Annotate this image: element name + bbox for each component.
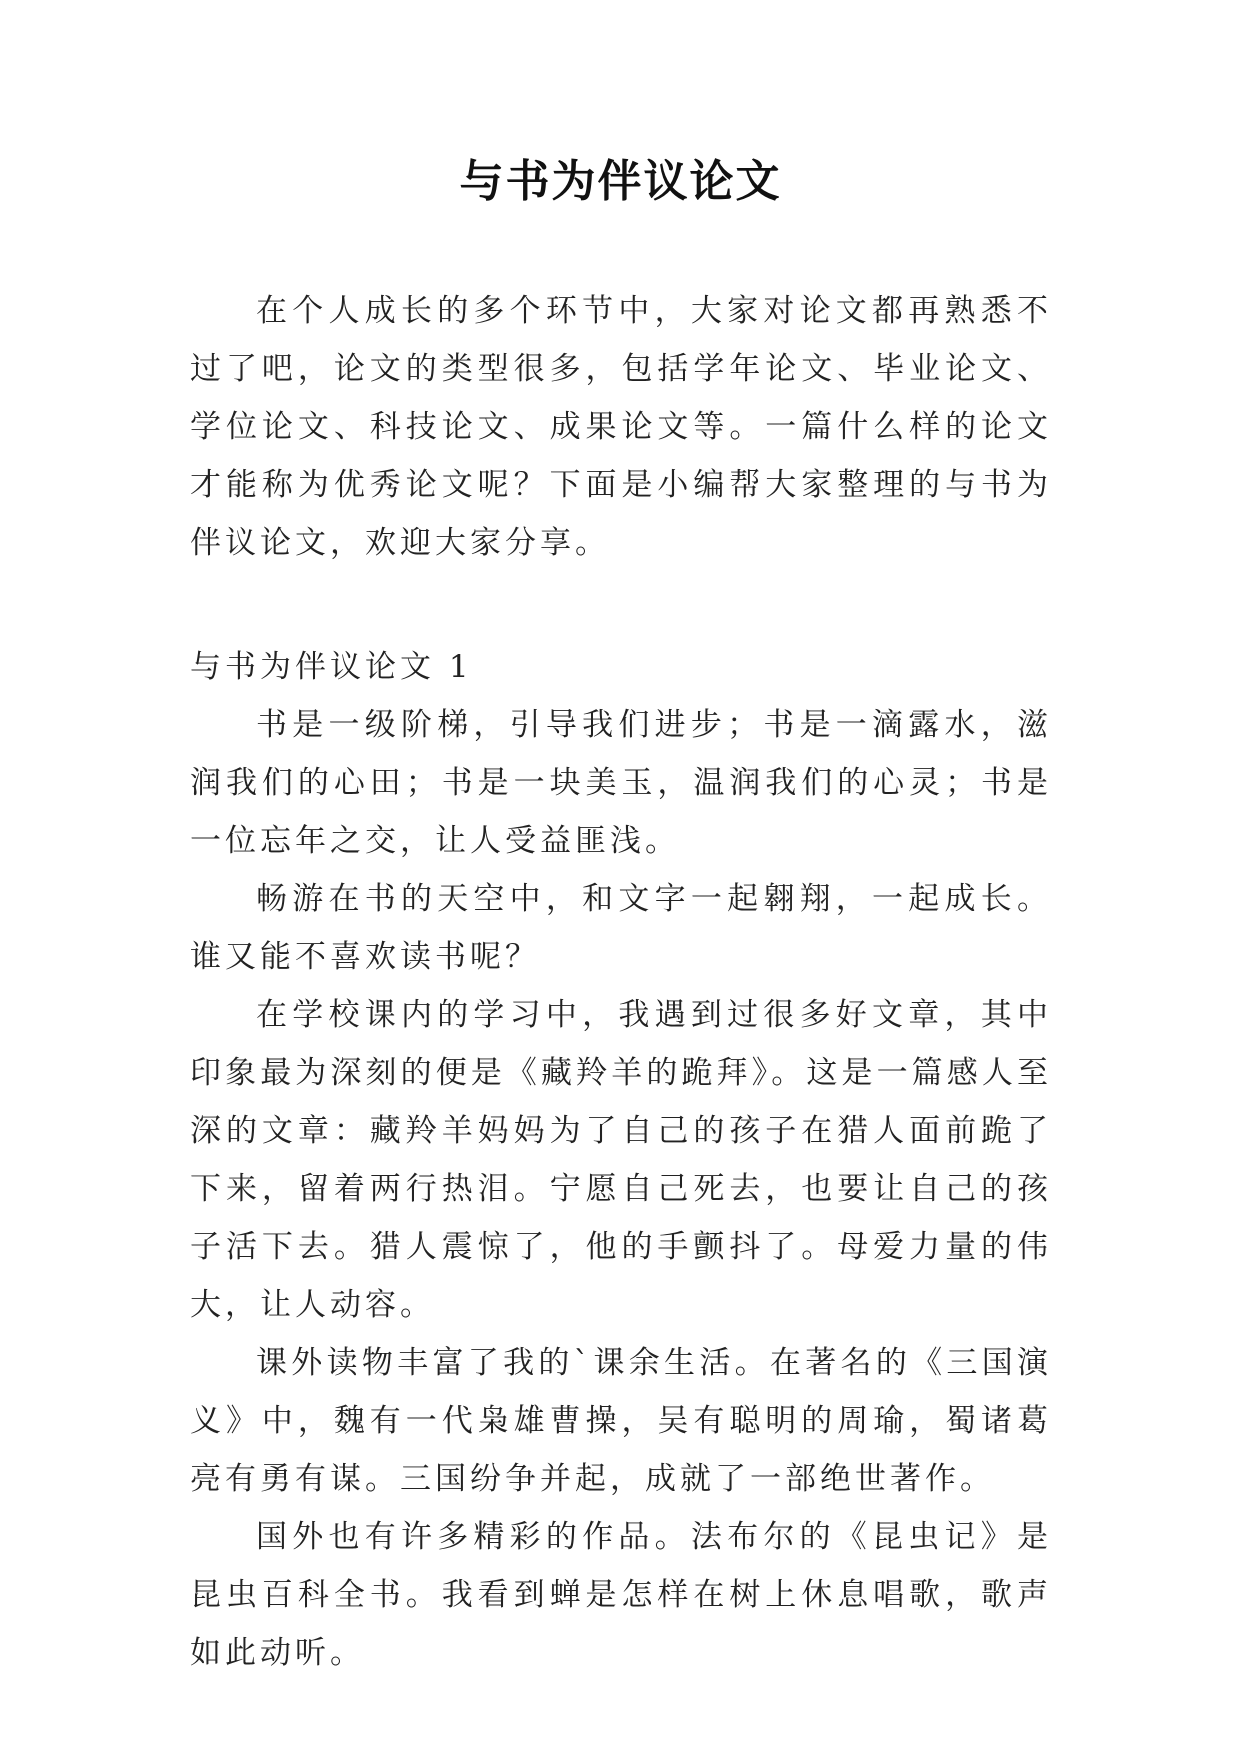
essay-section [190, 638, 1052, 1682]
body-paragraph-5: 国外也有许多精彩的作品。法布尔的《昆虫记》是昆虫百科全书。我看到蝉是怎样在树上休息唱歌，歌声如此动听。 [190, 1519, 1052, 1671]
intro-paragraph: 在个人成长的多个环节中，大家对论文都再熟悉不过了吧，论文的类型很多，包括学年论文、毕业论文、学位论文、科技论文、成果论文等。一篇什么样的论文才能称为优秀论文呢？下面是小编帮大家整理的与书为伴议论文，欢迎大家分享。 [190, 293, 1052, 561]
intro-section [190, 282, 1052, 572]
page-title: 与书为伴议论文 [459, 156, 782, 207]
body-paragraph-4: 课外读物丰富了我的`课余生活。在著名的《三国演义》中，魏有一代枭雄曹操，吴有聪明的周瑜，蜀诸葛亮有勇有谋。三国纷争并起，成就了一部绝世著作。 [190, 1345, 1052, 1497]
body-paragraph-1: 书是一级阶梯，引导我们进步；书是一滴露水，滋润我们的心田；书是一块美玉，温润我们的心灵；书是一位忘年之交，让人受益匪浅。 [190, 707, 1052, 859]
body-paragraph-3: 在学校课内的学习中，我遇到过很多好文章，其中印象最为深刻的便是《藏羚羊的跪拜》。这是一篇感人至深的文章：藏羚羊妈妈为了自己的孩子在猎人面前跪了下来，留着两行热泪。宁愿自己死去，也要让自己的孩子活下去。猎人震惊了，他的手颤抖了。母爱力量的伟大，让人动容。 [190, 997, 1052, 1323]
body-paragraph-2: 畅游在书的天空中，和文字一起翱翔，一起成长。谁又能不喜欢读书呢？ [190, 881, 1052, 975]
section-heading: 与书为伴议论文 1 [190, 649, 473, 685]
